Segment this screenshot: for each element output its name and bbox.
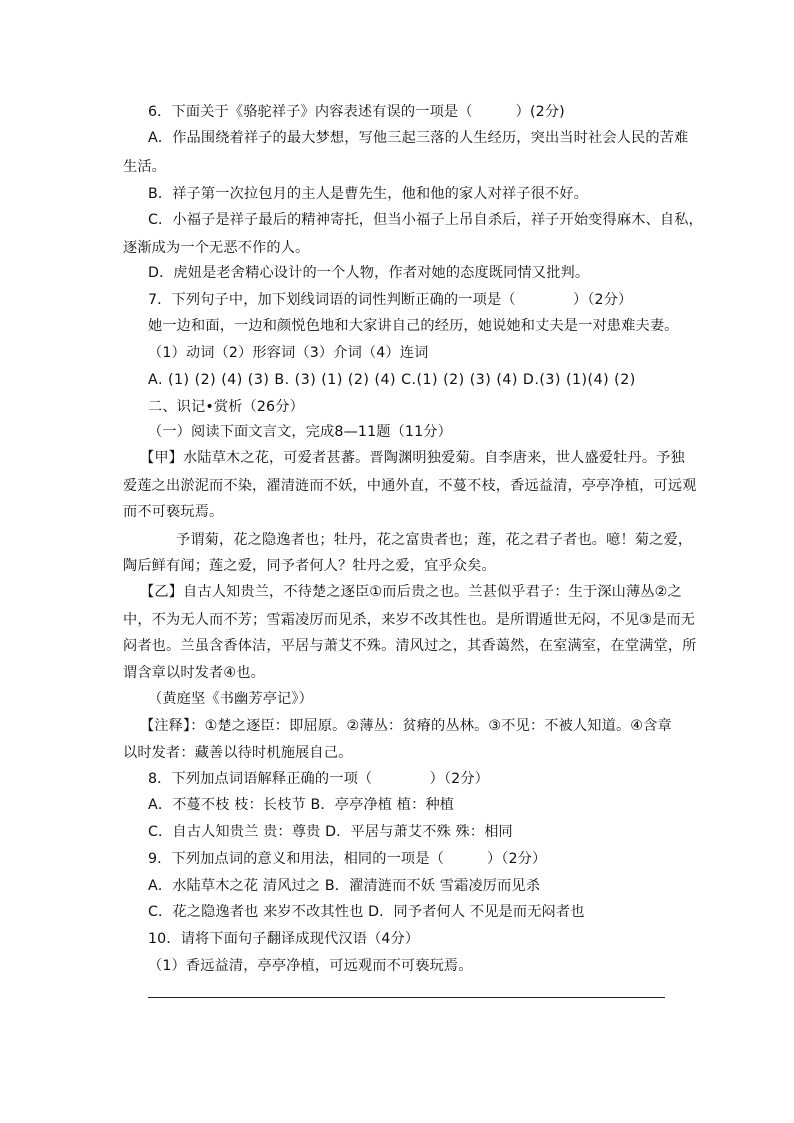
passage-jia-line-1: 【甲】水陆草木之花，可爱者甚蕃。晋陶渊明独爱菊。自李唐来，世人盛爱牡丹。予独 — [140, 450, 685, 466]
annotation-line-2: 以时发者：藏善以待时机施展自己。 — [123, 745, 353, 761]
question-10-stem: 10．请将下面句子翻译成现代汉语（4分） — [148, 931, 420, 947]
answer-blank-line[interactable] — [148, 997, 665, 998]
subsection-1-heading: （一）阅读下面文言文，完成8—11题（11分） — [148, 424, 452, 440]
question-9-options-cd: C．花之隐逸者也 来岁不改其性也 D．同予者何人 不见是而无闷者也 — [148, 904, 585, 920]
passage-jia-line-5: 陶后鲜有闻；莲之爱，同予者何人？牡丹之爱，宜乎众矣。 — [123, 558, 496, 574]
question-7-legend: （1）动词（2）形容词（3）介词（4）连词 — [148, 345, 429, 361]
question-7-stem: 7．下列句子中，加下划线词语的词性判断正确的一项是（ ）（2分） — [148, 292, 633, 308]
question-7-sentence: 她一边和面，一边和颜悦色地和大家讲自己的经历，她说她和丈夫是一对患难夫妻。 — [148, 318, 679, 334]
annotation-line-1: 【注释】：①楚之逐臣：即屈原。②薄丛：贫瘠的丛林。③不见：不被人知道。④含章 — [140, 718, 672, 734]
question-6-option-a: A．作品围绕着祥子的最大梦想，写他三起三落的人生经历，突出当时社会人民的苦难 — [148, 130, 689, 146]
question-6-option-b: B．祥子第一次拉包月的主人是曹先生，他和他的家人对祥子很不好。 — [148, 186, 589, 202]
question-6-option-a-cont: 生活。 — [123, 159, 167, 175]
passage-yi-line-3: 闷者也。兰虽含香体洁，平居与萧艾不殊。清风过之，其香蔼然，在室满室，在堂满堂，所 — [123, 638, 697, 654]
passage-yi-line-1: 【乙】自古人知贵兰，不待楚之逐臣①而后贵之也。兰甚似乎君子：生于深山薄丛②之 — [140, 584, 682, 600]
question-6-option-c-cont: 逐渐成为一个无恶不作的人。 — [123, 240, 310, 256]
passage-jia-line-3: 而不可亵玩焉。 — [123, 504, 224, 520]
passage-jia-line-4: 予谓菊，花之隐逸者也；牡丹，花之富贵者也；莲，花之君子者也。噫！菊之爱， — [176, 532, 693, 548]
question-8-options-cd: C．自古人知贵兰 贵：尊贵 D．平居与萧艾不殊 殊：相同 — [148, 824, 513, 840]
question-6-stem: 6．下面关于《骆驼祥子》内容表述有误的一项是（ ）(2分) — [148, 104, 565, 120]
passage-jia-line-2: 爱莲之出淤泥而不染，濯清涟而不妖，中通外直，不蔓不枝，香远益清，亭亭净植，可远观 — [123, 478, 697, 494]
question-6-option-d: D．虎妞是老舍精心设计的一个人物，作者对她的态度既同情又批判。 — [148, 265, 590, 281]
question-6-option-c: C．小福子是祥子最后的精神寄托，但当小福子上吊自杀后，祥子开始变得麻木、自私， — [148, 212, 703, 228]
question-9-options-ab: A．水陆草木之花 清风过之 B．濯清涟而不妖 雪霜凌厉而见杀 — [148, 878, 541, 894]
question-9-stem: 9．下列加点词的意义和用法，相同的一项是（ ）（2分） — [148, 851, 547, 867]
question-7-options: A. (1) (2) (4) (3) B. (3) (1) (2) (4) C.(1) (2) (3) (4) D.(3) (1)(4) (2) — [148, 372, 636, 388]
section-2-heading: 二、识记•赏析（26分） — [148, 399, 304, 415]
passage-yi-source: （黄庭坚《书幽芳亭记》） — [148, 691, 313, 707]
question-8-stem: 8．下列加点词语解释正确的一项（ ）（2分） — [148, 771, 490, 787]
question-10-item-1: （1）香远益清，亭亭净植，可远观而不可亵玩焉。 — [148, 958, 473, 974]
question-8-options-ab: A．不蔓不枝 枝：长枝节 B．亭亭净植 植：种植 — [148, 797, 455, 813]
passage-yi-line-4: 谓含章以时发者④也。 — [123, 665, 265, 681]
passage-yi-line-2: 中，不为无人而不芳；雪霜凌厉而见杀，来岁不改其性也。是所谓遁世无闷，不见③是而无 — [123, 612, 696, 628]
